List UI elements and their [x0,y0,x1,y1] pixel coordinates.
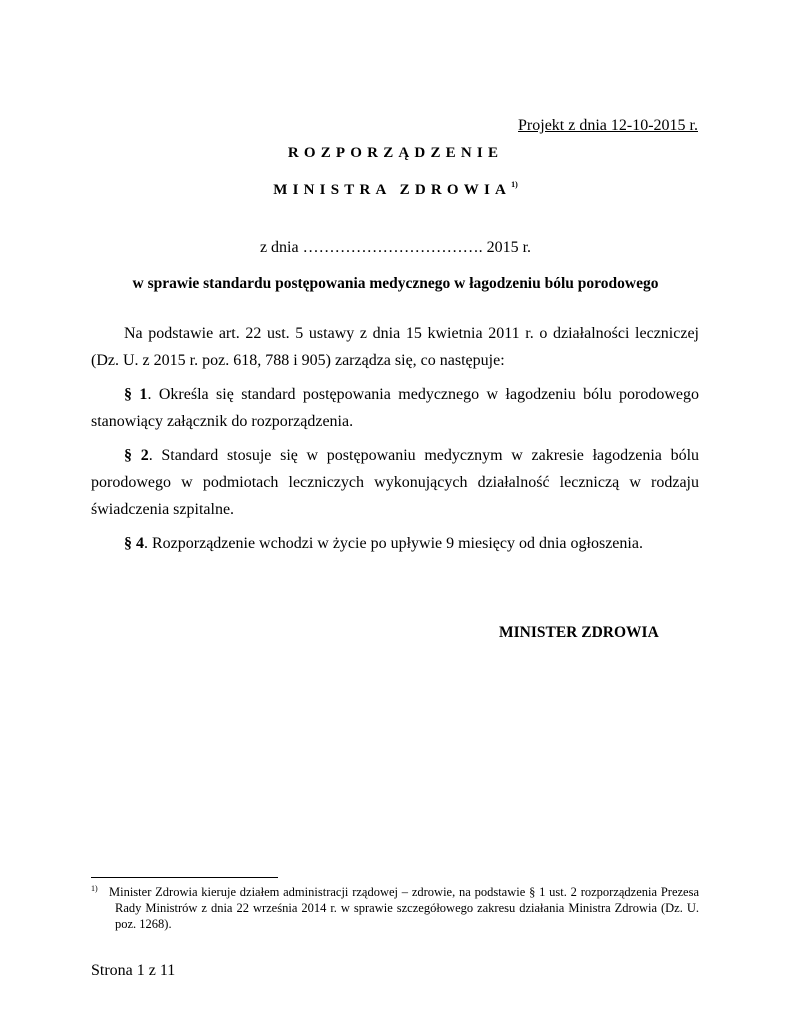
footnote-text: Minister Zdrowia kieruje działem administracji rządowej – zdrowie, na podstawie § 1 ust. 2 rozporządzenia Prezesa Rady Ministrów z dnia 22 września 2014 r. w sprawie szczegółowego zakresu działania Ministra Zdrowia (Dz. U. poz. 1268). [109,885,699,931]
issuing-authority [0,180,791,199]
document-subject: w sprawie standardu postępowania medycznego w łagodzeniu bólu porodowego [132,275,659,292]
section-2-text: . Standard stosuje się w postępowaniu medycznym w zakresie łagodzenia bólu porodowego w podmiotach leczniczych wykonujących działalność leczniczą w rodzaju świadczenia szpitalne. [91,447,700,518]
footnote [91,884,699,932]
footnote-mark: 1) [91,884,98,893]
document-title: ROZPORZĄDZENIE [287,145,504,161]
section-4-label: § 4 [124,535,144,552]
signature: MINISTER ZDROWIA [499,624,659,641]
page-number: Strona 1 z 11 [91,962,176,979]
section-2-label: § 2 [124,447,149,464]
project-date: Projekt z dnia 12-10-2015 r. [518,117,698,134]
section-2-paragraph [91,442,699,523]
section-4-text: . Rozporządzenie wchodzi w życie po upływie 9 miesięcy od dnia ogłoszenia. [144,535,643,552]
footnote-reference: 1) [511,180,518,189]
issue-date-line: z dnia ……………………………. 2015 r. [259,239,532,256]
section-4-paragraph [91,530,699,557]
section-1-label: § 1 [124,386,148,403]
issuing-authority-text: MINISTRA ZDROWIA [273,182,512,198]
footnote-divider [91,877,278,878]
section-1-paragraph [91,381,699,435]
legal-basis-paragraph: Na podstawie art. 22 ust. 5 ustawy z dnia 15 kwietnia 2011 r. o działalności leczniczej (Dz. U. z 2015 r. poz. 618, 788 i 905) zarządza się, co następuje: [91,325,699,369]
section-1-text: . Określa się standard postępowania medycznego w łagodzeniu bólu porodowego stanowiący załącznik do rozporządzenia. [91,386,700,430]
